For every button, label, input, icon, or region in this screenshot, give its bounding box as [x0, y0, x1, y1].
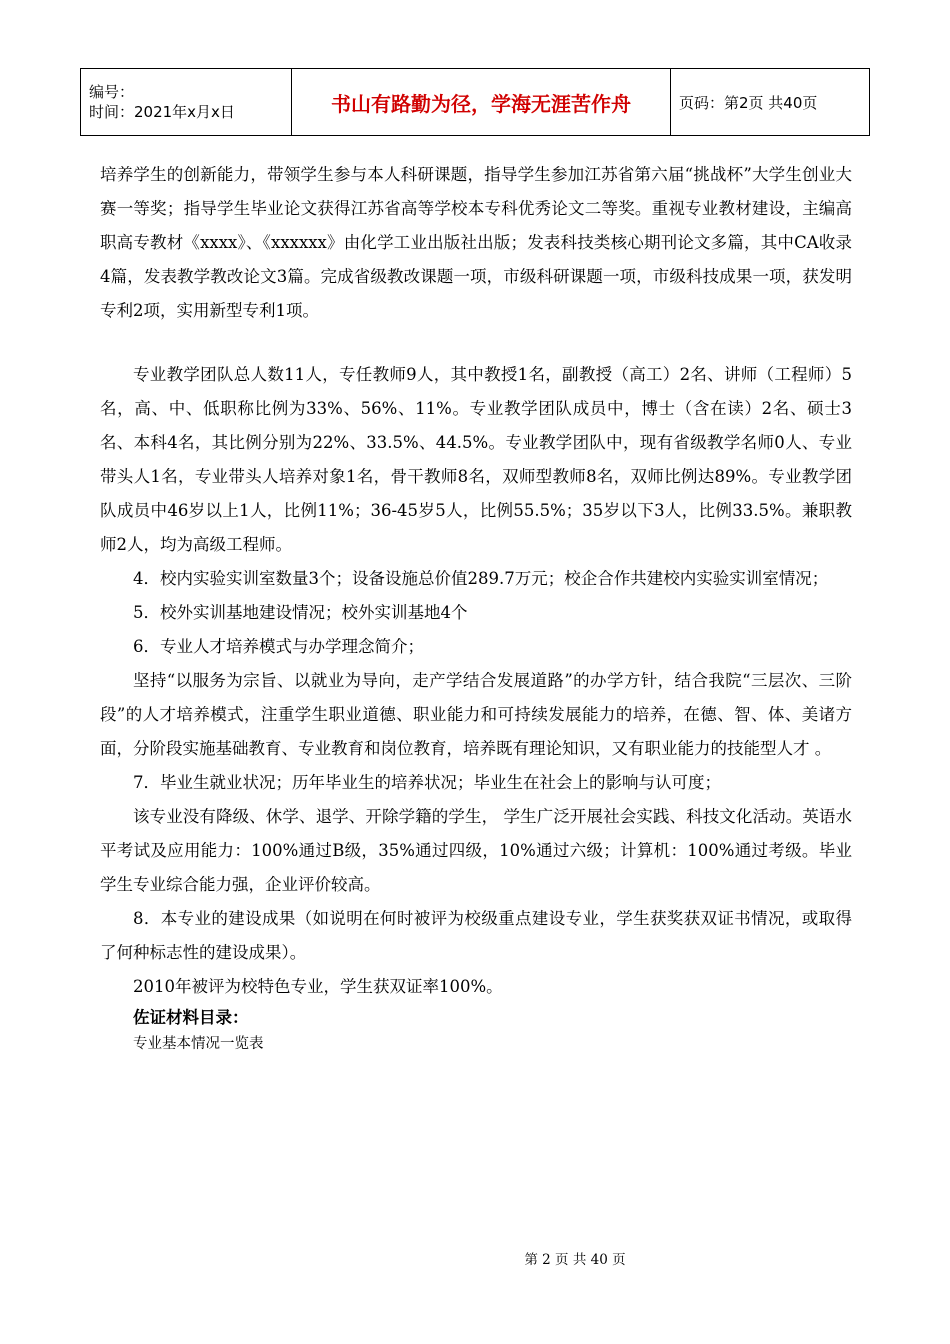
- paragraph-graduate-status: 该专业没有降级、休学、退学、开除学籍的学生， 学生广泛开展社会实践、科技文化活动。英语水平考试及应用能力：100%通过B级，35%通过四级，10%通过六级；计算机：100%通过考级。毕业学生专业综合能力强，企业评价较高。: [100, 807, 852, 894]
- document-number-label: 编号：: [89, 83, 135, 101]
- section-item-5: 5．校外实训基地建设情况；校外实训基地4个: [133, 603, 468, 622]
- paragraph-spacer: [100, 328, 852, 358]
- paragraph-teaching-team: 专业教学团队总人数11人，专任教师9人，其中教授1名，副教授（高工）2名、讲师（工程师）5名，高、中、低职称比例为33%、56%、11%。专业教学团队成员中，博士（含在读）2名、硕士3名、本科4名，其比例分别为22%、33.5%、44.5%。专业教学团队中，现有省级教学名师0人、专业带头人1名，专业带头人培养对象1名，骨干教师8名，双师型教师8名，双师比例达89%。专业教学团队成员中46岁以上1人，比例11%；36-45岁5人，比例55.5%；35岁以下3人，比例33.5%。兼职教师2人，均为高级工程师。: [100, 365, 852, 554]
- document-header: [80, 68, 870, 136]
- paragraph-training-model: 坚持“以服务为宗旨、以就业为导向，走产学结合发展道路”的办学方针，结合我院“三层次、三阶段”的人才培养模式，注重学生职业道德、职业能力和可持续发展能力的培养，在德、智、体、美诸方面，分阶段实施基础教育、专业教育和岗位教育，培养既有理论知识，又有职业能力的技能型人才 。: [100, 671, 852, 758]
- document-body: [100, 158, 852, 1056]
- paragraph-construction-results: 2010年被评为校特色专业，学生获双证率100%。: [133, 977, 503, 996]
- paragraph-research-achievements: 培养学生的创新能力，带领学生参与本人科研课题，指导学生参加江苏省第六届“挑战杯”大学生创业大赛一等奖；指导学生毕业论文获得江苏省高等学校本专科优秀论文二等奖。重视专业教材建设，主编高职高专教材《xxxx》、《xxxxxx》由化学工业出版社出版；发表科技类核心期刊论文多篇，其中CA收录4篇，发表教学教改论文3篇。完成省级教改课题一项，市级科研课题一项，市级科技成果一项，获发明专利2项，实用新型专利1项。: [100, 165, 852, 320]
- page-footer: [0, 1248, 950, 1268]
- document-time-label: 时间：2021年x月x日: [89, 103, 235, 121]
- header-meta-cell: [81, 69, 292, 136]
- header-page-label: 页码：第2页 共40页: [671, 69, 870, 136]
- section-item-6: 6．专业人才培养模式与办学理念简介；: [133, 637, 424, 656]
- section-item-7: 7．毕业生就业状况；历年毕业生的培养状况；毕业生在社会上的影响与认可度；: [133, 773, 721, 792]
- header-motto: 书山有路勤为径，学海无涯苦作舟: [292, 69, 671, 136]
- section-item-4: 4．校内实验实训室数量3个；设备设施总价值289.7万元；校企合作共建校内实验实训室情况；: [133, 569, 829, 588]
- evidence-list-item: 专业基本情况一览表: [133, 1036, 264, 1052]
- section-item-8: 8．本专业的建设成果（如说明在何时被评为校级重点建设专业，学生获奖获双证书情况，或取得了何种标志性的建设成果）。: [100, 909, 852, 962]
- footer-page-number: 第 2 页 共 40 页: [524, 1252, 626, 1268]
- evidence-list-title: 佐证材料目录：: [133, 1008, 249, 1027]
